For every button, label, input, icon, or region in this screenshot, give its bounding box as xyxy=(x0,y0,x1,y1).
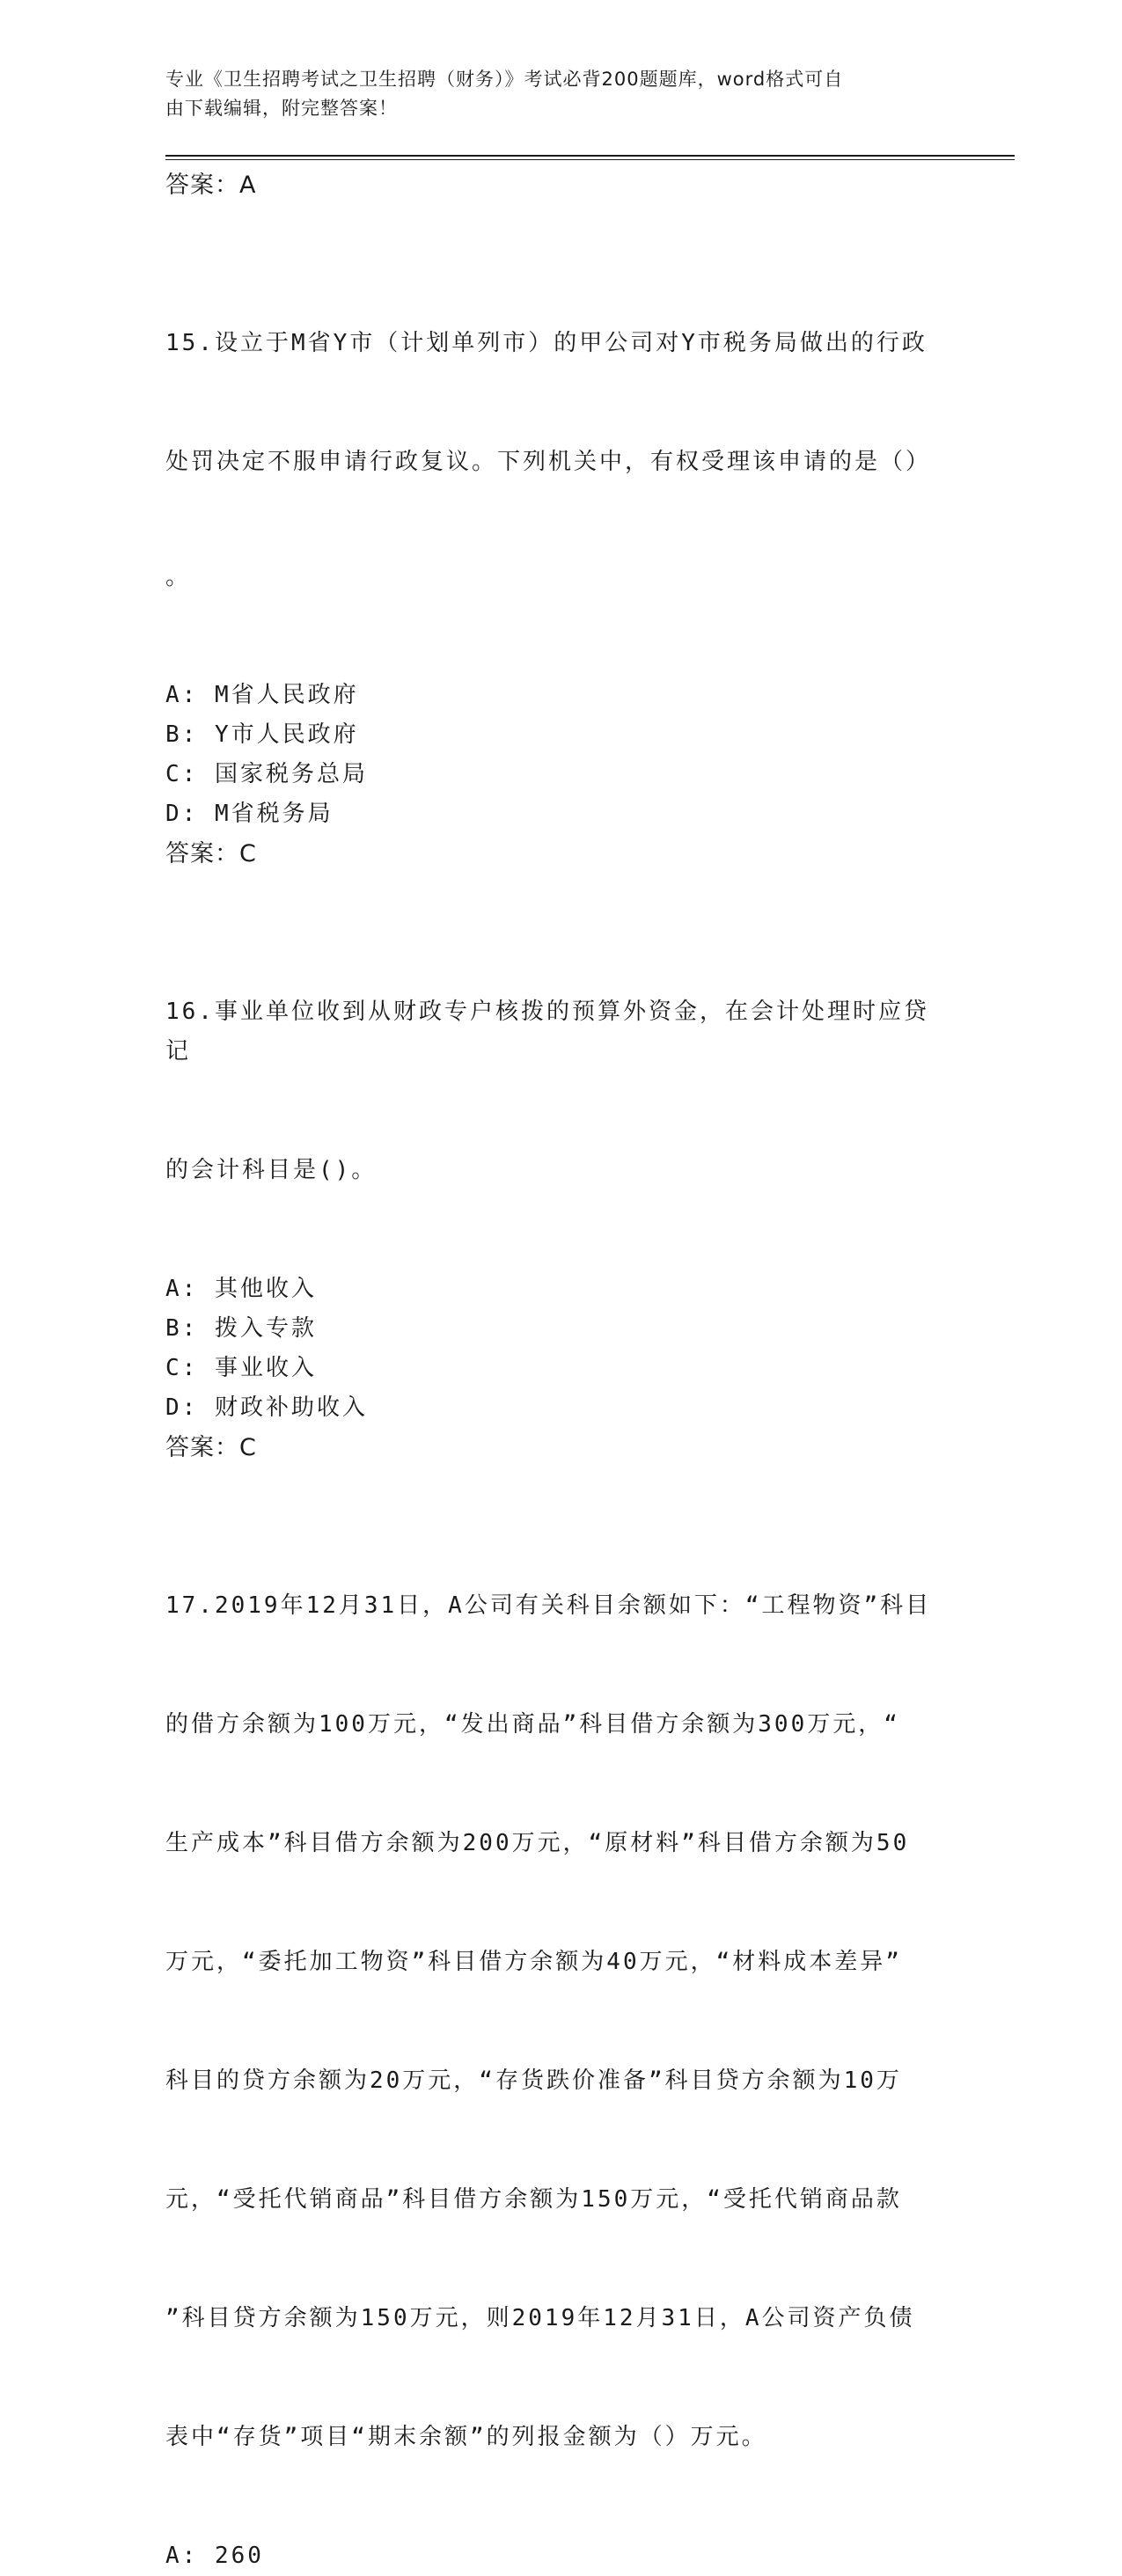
question-list xyxy=(165,165,949,2576)
option-a: A: M省人民政府 xyxy=(165,682,359,708)
option-a: A: 其他收入 xyxy=(165,1276,317,1302)
question-block xyxy=(165,245,949,874)
question-text xyxy=(165,913,949,1270)
header-divider-thin xyxy=(165,159,1015,160)
question-line: 的会计科目是()。 xyxy=(165,1157,378,1183)
question-line: 科目的贷方余额为20万元，“存货跌价准备”科目贷方余额为10万 xyxy=(165,2067,902,2094)
answer: 答案：C xyxy=(165,840,257,867)
spacer xyxy=(165,1467,949,1507)
question-line: ”科目贷方余额为150万元，则2019年12月31日，A公司资产负债 xyxy=(165,2305,915,2331)
option-d: D: M省税务局 xyxy=(165,801,334,827)
previous-answer: 答案：A xyxy=(165,172,257,199)
question-line: 16.事业单位收到从财政专户核拨的预算外资金，在会计处理时应贷记 xyxy=(165,999,929,1065)
question-text xyxy=(165,245,949,676)
question-line: 的借方余额为100万元，“发出商品”科目借方余额为300万元，“ xyxy=(165,1711,900,1738)
header-line-2: 由下载编辑，附完整答案！ xyxy=(165,98,398,119)
spacer xyxy=(165,874,949,913)
spacer xyxy=(165,205,949,245)
option-d: D: 财政补助收入 xyxy=(165,1394,368,1421)
question-text xyxy=(165,1507,949,2536)
header-divider-thick xyxy=(165,155,1015,157)
question-line: 万元，“委托加工物资”科目借方余额为40万元，“材料成本差异” xyxy=(165,1949,902,1975)
question-line: 表中“存货”项目“期末余额”的列报金额为（）万元。 xyxy=(165,2424,767,2450)
question-block xyxy=(165,1507,949,2576)
question-block xyxy=(165,913,949,1467)
question-line: 。 xyxy=(165,564,192,590)
question-line: 处罚决定不服申请行政复议。下列机关中，有权受理该申请的是（） xyxy=(165,449,932,475)
question-line: 17.2019年12月31日，A公司有关科目余额如下：“工程物资”科目 xyxy=(165,1592,932,1619)
question-line: 生产成本”科目借方余额为200万元，“原材料”科目借方余额为50 xyxy=(165,1830,910,1856)
question-line: 元，“受托代销商品”科目借方余额为150万元，“受托代销商品款 xyxy=(165,2186,902,2213)
header-line-1: 专业《卫生招聘考试之卫生招聘（财务）》考试必背200题题库，word格式可自 xyxy=(165,69,844,90)
option-b: B: 拨入专款 xyxy=(165,1315,317,1342)
answer: 答案：C xyxy=(165,1434,257,1461)
document-header xyxy=(165,65,940,123)
option-a: A: 260 xyxy=(165,2543,264,2569)
option-c: C: 国家税务总局 xyxy=(165,761,368,787)
option-c: C: 事业收入 xyxy=(165,1355,317,1381)
question-line: 15.设立于M省Y市（计划单列市）的甲公司对Y市税务局做出的行政 xyxy=(165,330,928,356)
option-b: B: Y市人民政府 xyxy=(165,721,359,748)
